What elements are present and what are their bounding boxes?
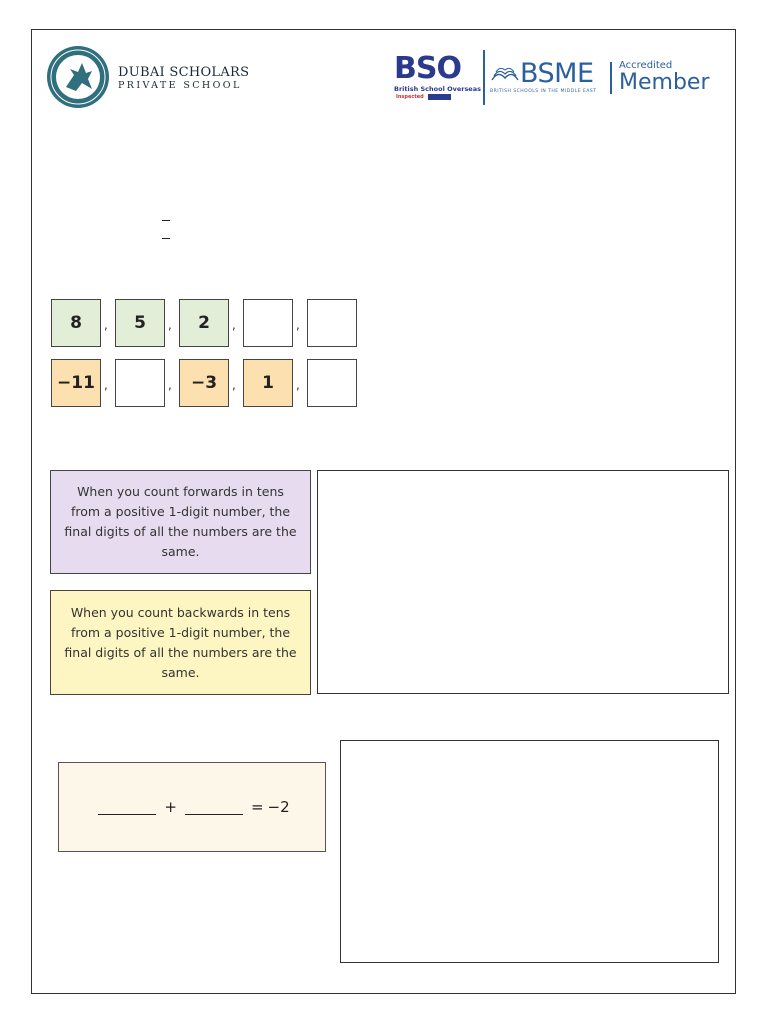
comma-separator: , bbox=[168, 378, 172, 392]
statement-card-backwards bbox=[50, 590, 311, 695]
bso-logo-subtitle: British School Overseas bbox=[394, 85, 481, 93]
book-icon bbox=[490, 64, 520, 84]
statement-text: When you count backwards in tens from a positive 1-digit number, the final digits of all the numbers are the same. bbox=[64, 604, 297, 680]
comma-separator: , bbox=[168, 318, 172, 332]
answer-box-equation[interactable] bbox=[340, 740, 719, 963]
equation-card bbox=[58, 762, 326, 852]
bso-logo-text: BSO bbox=[394, 51, 461, 86]
bsme-logo-subtitle: BRITISH SCHOOLS IN THE MIDDLE EAST bbox=[490, 89, 597, 94]
school-name-line2: PRIVATE SCHOOL bbox=[118, 80, 242, 91]
sequence-box: 8 bbox=[51, 299, 101, 347]
sequence-box: −11 bbox=[51, 359, 101, 407]
school-name-line1: DUBAI SCHOLARS bbox=[118, 65, 250, 80]
logo-divider bbox=[483, 50, 485, 105]
dash-mark bbox=[162, 220, 170, 221]
comma-separator: , bbox=[104, 318, 108, 332]
accredited-label: Accredited bbox=[619, 60, 673, 71]
bsme-logo bbox=[490, 60, 605, 94]
member-label: Member bbox=[619, 70, 710, 95]
school-crest-logo bbox=[46, 45, 110, 109]
sequence-answer-box[interactable] bbox=[243, 299, 293, 347]
comma-separator: , bbox=[296, 378, 300, 392]
school-name bbox=[118, 66, 249, 91]
comma-separator: , bbox=[296, 318, 300, 332]
sequence-answer-box[interactable] bbox=[307, 299, 357, 347]
comma-separator: , bbox=[104, 378, 108, 392]
sequence-box: −3 bbox=[179, 359, 229, 407]
equals-sign: = bbox=[250, 798, 264, 816]
equation-blank[interactable] bbox=[98, 800, 156, 815]
plus-sign: + bbox=[164, 798, 177, 816]
bso-logo bbox=[394, 51, 481, 100]
dash-mark bbox=[162, 238, 170, 239]
comma-separator: , bbox=[232, 378, 236, 392]
bso-inspected-label: Inspected bbox=[396, 94, 424, 100]
statement-text: When you count forwards in tens from a positive 1-digit number, the final digits of all the numbers are the same. bbox=[64, 484, 297, 559]
sequence-box: 1 bbox=[243, 359, 293, 407]
comma-separator: , bbox=[232, 318, 236, 332]
statement-card-forwards bbox=[50, 470, 311, 574]
bsme-logo-text: BSME bbox=[520, 58, 594, 89]
equation-result: −2 bbox=[267, 798, 290, 816]
answer-box-statements[interactable] bbox=[317, 470, 729, 694]
sequence-box: 5 bbox=[115, 299, 165, 347]
equation-blank[interactable] bbox=[185, 800, 243, 815]
accredited-divider bbox=[610, 62, 612, 94]
bso-dfe-bar bbox=[428, 94, 451, 100]
sequence-answer-box[interactable] bbox=[115, 359, 165, 407]
sequence-box: 2 bbox=[179, 299, 229, 347]
sequence-answer-box[interactable] bbox=[307, 359, 357, 407]
accredited-member-badge bbox=[619, 61, 710, 94]
